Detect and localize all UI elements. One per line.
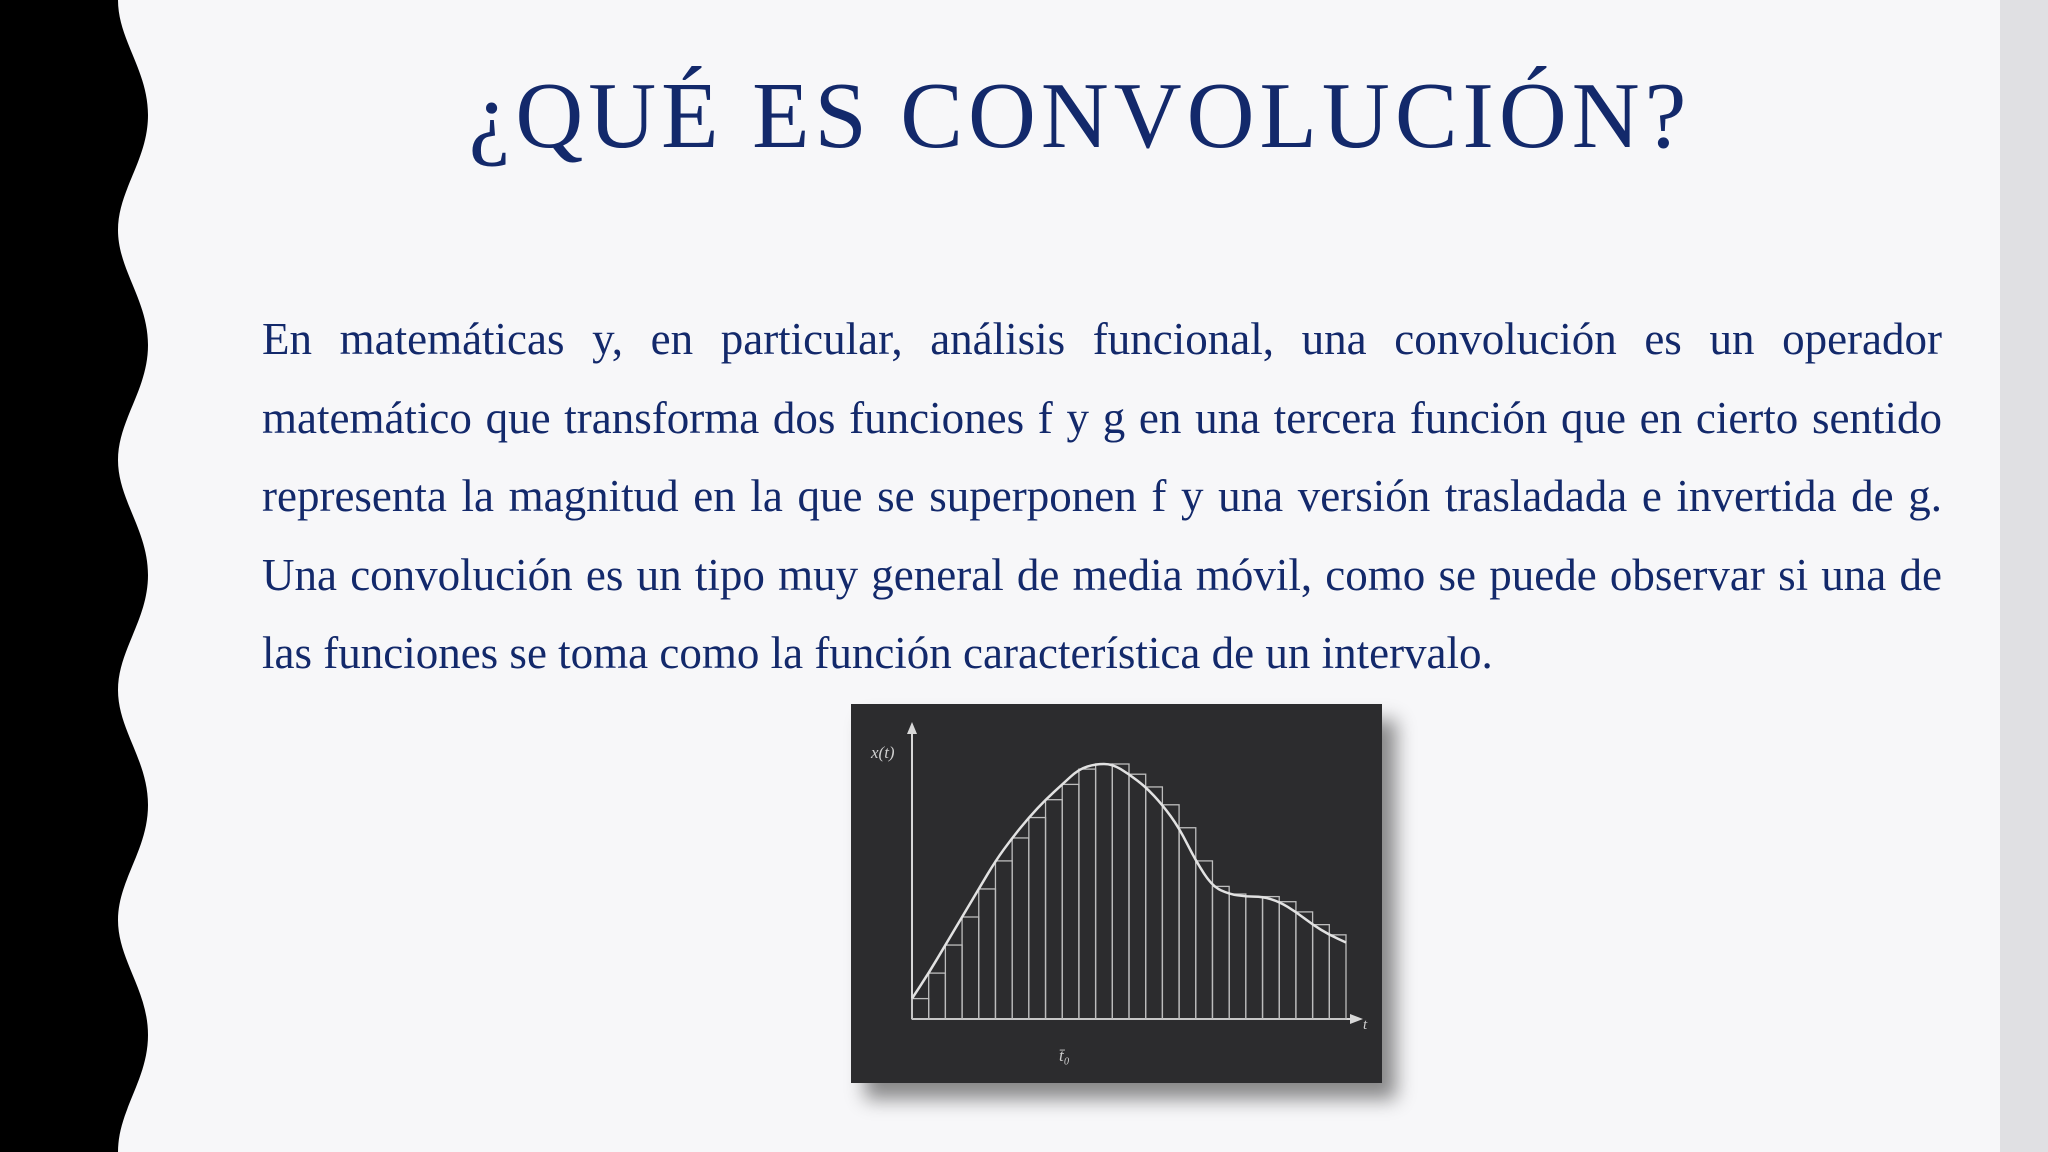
step-bar	[1296, 912, 1313, 1019]
step-bar	[1196, 861, 1213, 1019]
x-axis-label: t	[1363, 1017, 1368, 1033]
step-bar	[1096, 764, 1113, 1019]
step-bar	[1012, 838, 1029, 1019]
step-bar	[1229, 894, 1246, 1019]
step-bar	[1212, 886, 1229, 1019]
x-axis-arrow	[1350, 1014, 1363, 1024]
step-bar	[1046, 800, 1063, 1019]
step-bar	[1162, 805, 1179, 1019]
slide-body-text: En matemáticas y, en particular, análisis funcional, una convolución es un operador matemático que transforma dos funciones f y g en una tercera función que en cierto sentido representa la magnitud en la que se superponen f y una versión trasladada e invertida de g. Una convolución es un tipo muy general de media móvil, como se puede observar si una de las funciones se toma como la función característica de un intervalo.	[262, 314, 1942, 678]
step-bar	[929, 973, 946, 1019]
step-bar	[1062, 784, 1079, 1019]
step-bar	[1146, 787, 1163, 1019]
step-bar	[1246, 897, 1263, 1019]
convolution-figure	[851, 704, 1382, 1083]
y-axis-label: x(t)	[871, 743, 895, 762]
step-bar	[945, 945, 962, 1019]
right-edge-strip	[2000, 0, 2048, 1152]
step-bar	[995, 861, 1012, 1019]
step-bar	[1029, 818, 1046, 1019]
step-bar	[1112, 764, 1129, 1019]
step-bar	[1279, 902, 1296, 1019]
step-bar	[1329, 935, 1346, 1019]
y-axis-arrow	[907, 722, 917, 734]
step-bar	[1313, 925, 1330, 1019]
step-bar	[1129, 774, 1146, 1019]
tick-label: t̄₀	[1059, 1046, 1070, 1065]
step-bar	[979, 889, 996, 1019]
step-bar	[1079, 769, 1096, 1019]
step-bar	[1263, 897, 1280, 1019]
slide-title: ¿QUÉ ES CONVOLUCIÓN?	[468, 64, 1692, 168]
step-bar	[912, 999, 929, 1019]
step-bar	[962, 917, 979, 1019]
wavy-black-band	[0, 0, 160, 1152]
